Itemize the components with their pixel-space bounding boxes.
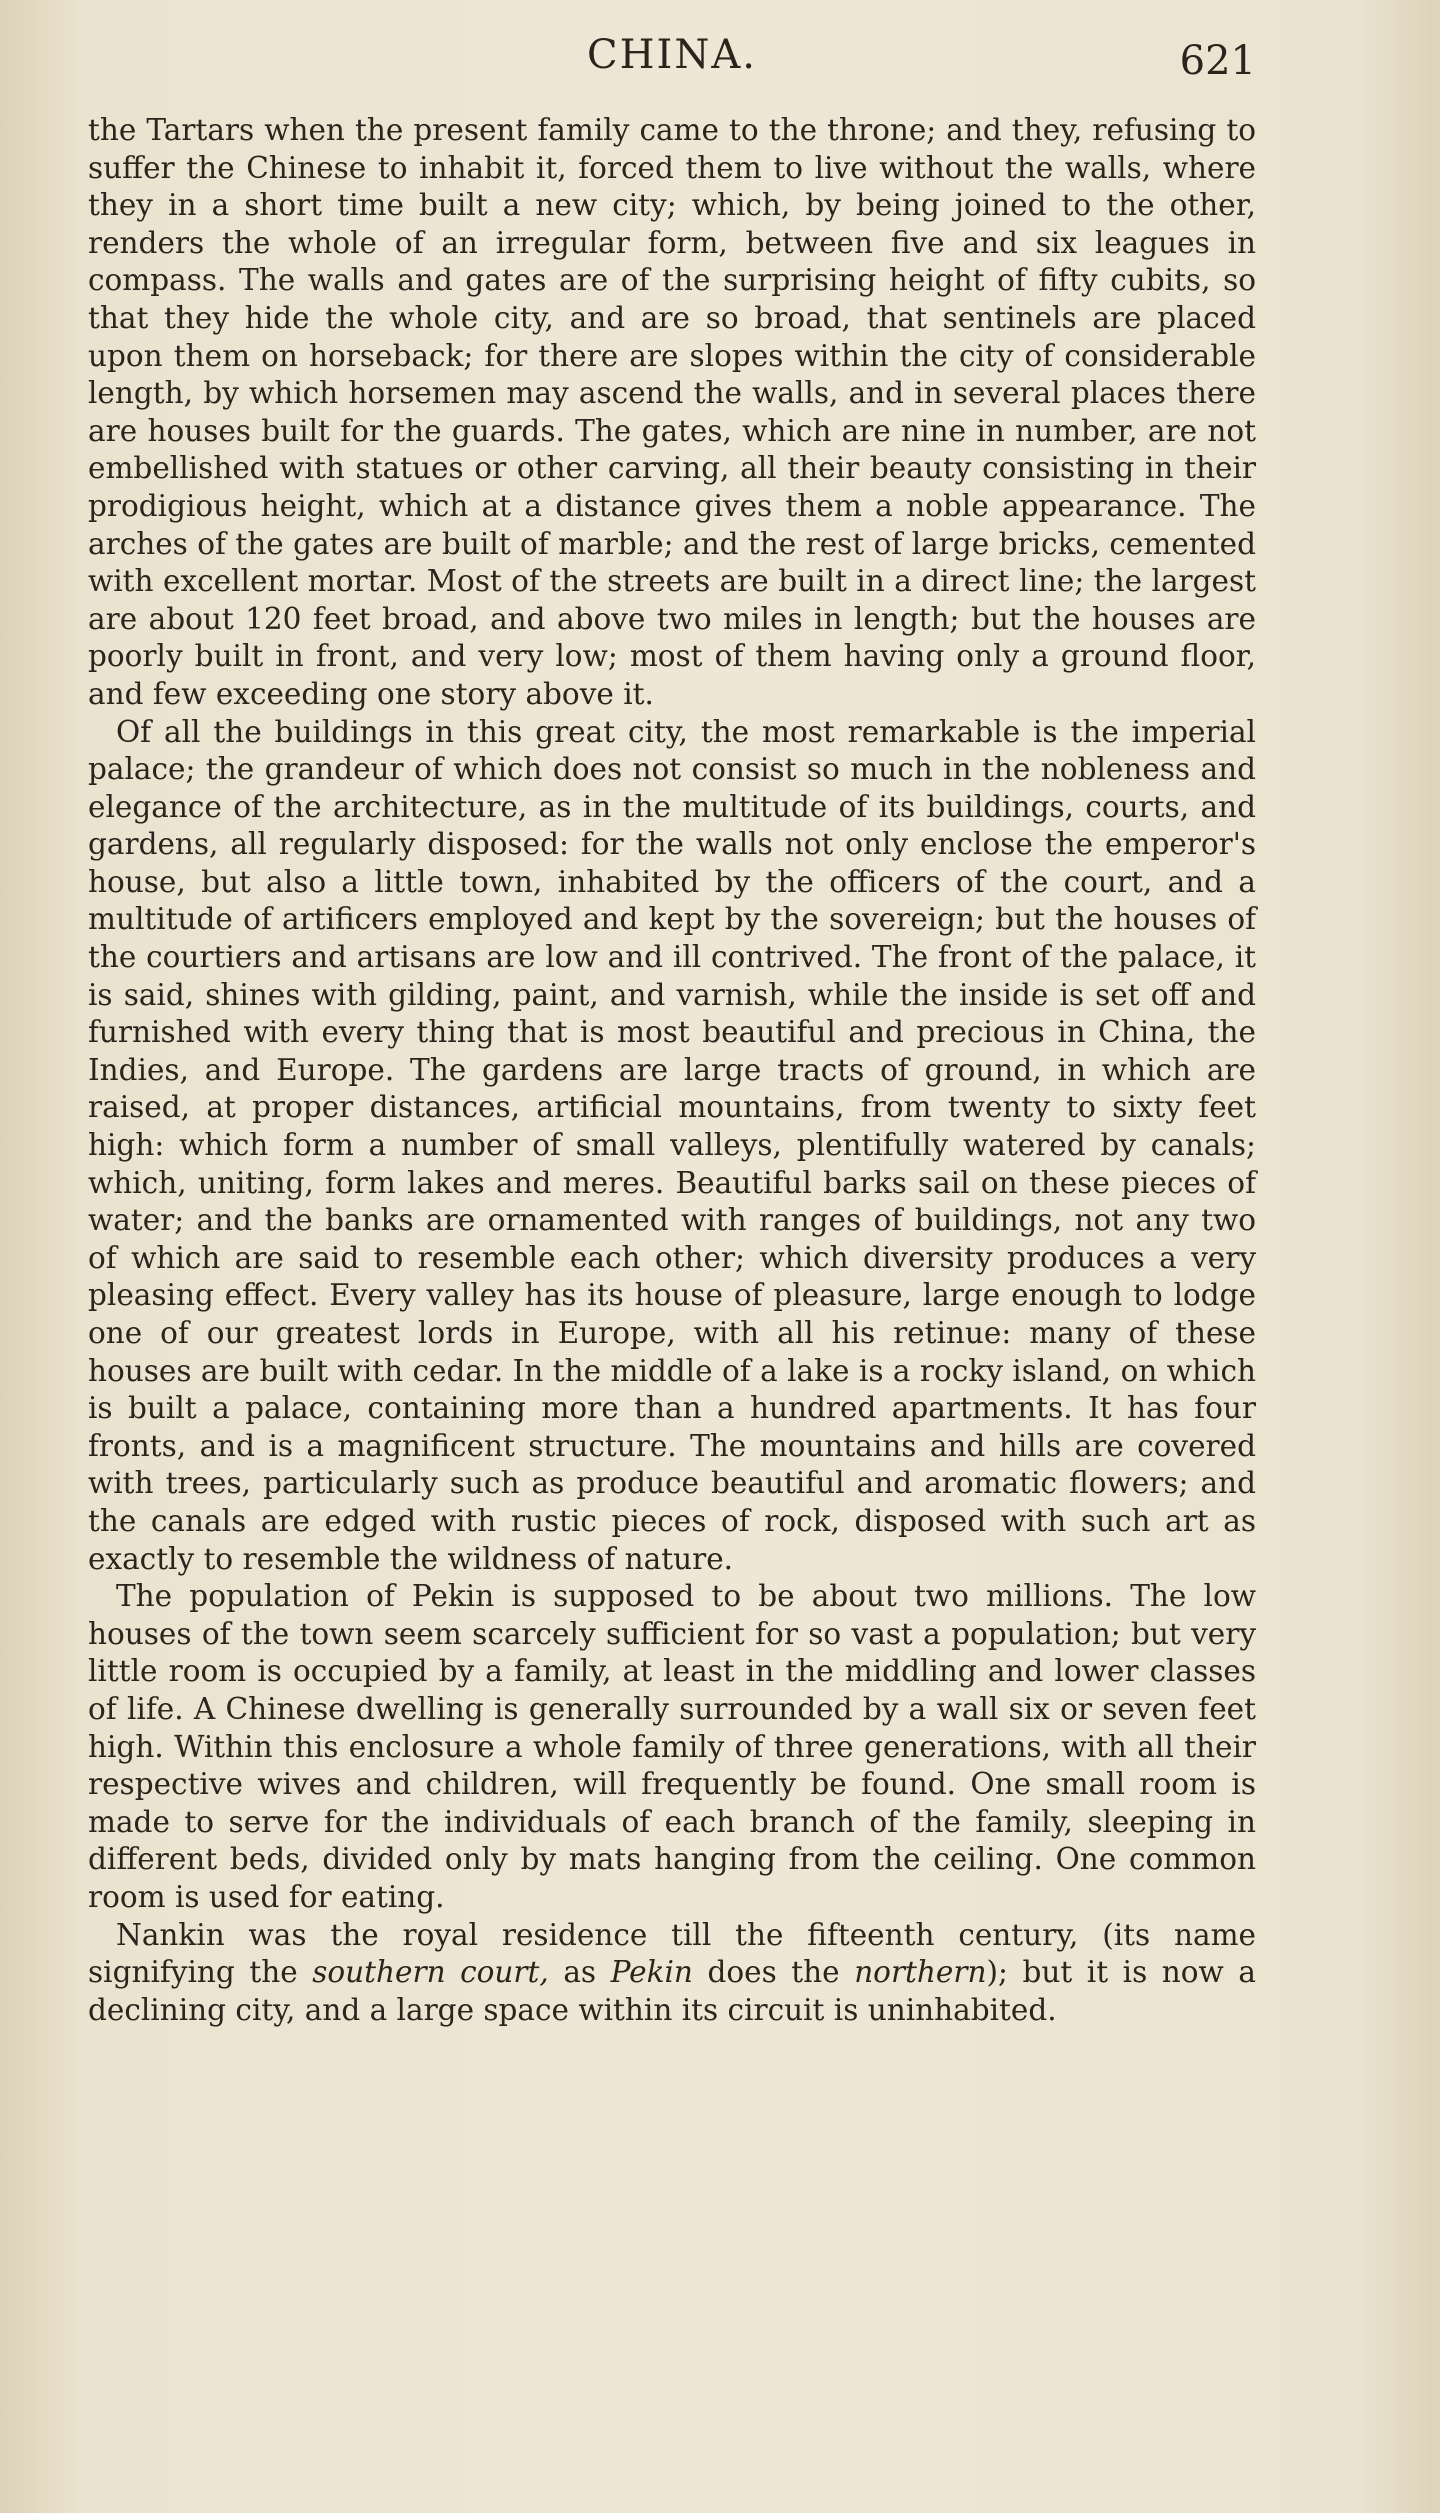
- body-text: [88, 112, 1256, 2029]
- nankin-text-after: ); but it is now a declining city, and a large space within its circuit is uninhabited.: [88, 1955, 1256, 2027]
- running-title: CHINA.: [587, 32, 757, 78]
- paragraph-population: The population of Pekin is supposed to be about two millions. The low houses of the town seem scarcely sufficient for so vast a population; but very little room is occupied by a family, at least in the middling and lower classes of life. A Chinese dwelling is generally surrounded by a wall six or seven feet high. Within this enclosure a whole family of three generations, with all their respective wives and children, will frequently be found. One small room is made to serve for the individuals of each branch of the family, sleeping in different beds, divided only by mats hanging from the ceiling. One common room is used for eating.: [88, 1579, 1256, 1914]
- italic-northern: northern: [854, 1955, 987, 1990]
- italic-southern-court: southern court,: [312, 1955, 549, 1990]
- page-header: [88, 32, 1256, 102]
- nankin-text-middle-1: as: [548, 1955, 611, 1990]
- nankin-text-before: Nankin was the royal residence till the fifteenth century, (its name signifying the: [88, 1917, 1256, 1990]
- page-number: 621: [1179, 38, 1256, 84]
- italic-pekin: Pekin: [610, 1955, 693, 1990]
- paragraph-nankin: [88, 1917, 1256, 2030]
- paragraph-pekin-walls: the Tartars when the present family came to the throne; and they, refusing to suffer the Chinese to inhabit it, forced them to live without the walls, where they in a short time built a new city; which, by being joined to the other, renders the whole of an irregular form, between five and six leagues in compass. The walls and gates are of the surprising height of fifty cubits, so that they hide the whole city, and are so broad, that sentinels are placed upon them on horseback; for there are slopes within the city of considerable length, by which horsemen may ascend the walls, and in several places there are houses built for the guards. The gates, which are nine in number, are not embellished with statues or other carving, all their beauty consisting in their prodigious height, which at a distance gives them a noble appearance. The arches of the gates are built of marble; and the rest of large bricks, cemented with excellent mortar. Most of the streets are built in a direct line; the largest are about 120 feet broad, and above two miles in length; but the houses are poorly built in front, and very low; most of them having only a ground floor, and few exceeding one story above it.: [88, 113, 1256, 711]
- paragraph-imperial-palace: Of all the buildings in this great city, the most remarkable is the imperial palace; the grandeur of which does not consist so much in the nobleness and elegance of the architecture, as in the multitude of its buildings, courts, and gardens, all regularly disposed: for the walls not only enclose the emperor's house, but also a little town, inhabited by the officers of the court, and a multitude of artificers employed and kept by the sovereign; but the houses of the courtiers and artisans are low and ill contrived. The front of the palace, it is said, shines with gilding, paint, and varnish, while the inside is set off and furnished with every thing that is most beautiful and precious in China, the Indies, and Europe. The gardens are large tracts of ground, in which are raised, at proper distances, artificial mountains, from twenty to sixty feet high: which form a number of small valleys, plentifully watered by canals; which, uniting, form lakes and meres. Beautiful barks sail on these pieces of water; and the banks are ornamented with ranges of buildings, not any two of which are said to resemble each other; which diversity produces a very pleasing effect. Every valley has its house of pleasure, large enough to lodge one of our greatest lords in Europe, with all his retinue: many of these houses are built with cedar. In the middle of a lake is a rocky island, on which is built a palace, containing more than a hundred apartments. It has four fronts, and is a magnificent structure. The mountains and hills are covered with trees, particularly such as produce beautiful and aromatic flowers; and the canals are edged with rustic pieces of rock, disposed with such art as exactly to resemble the wildness of nature.: [88, 714, 1256, 1576]
- nankin-text-middle-2: does the: [692, 1955, 855, 1990]
